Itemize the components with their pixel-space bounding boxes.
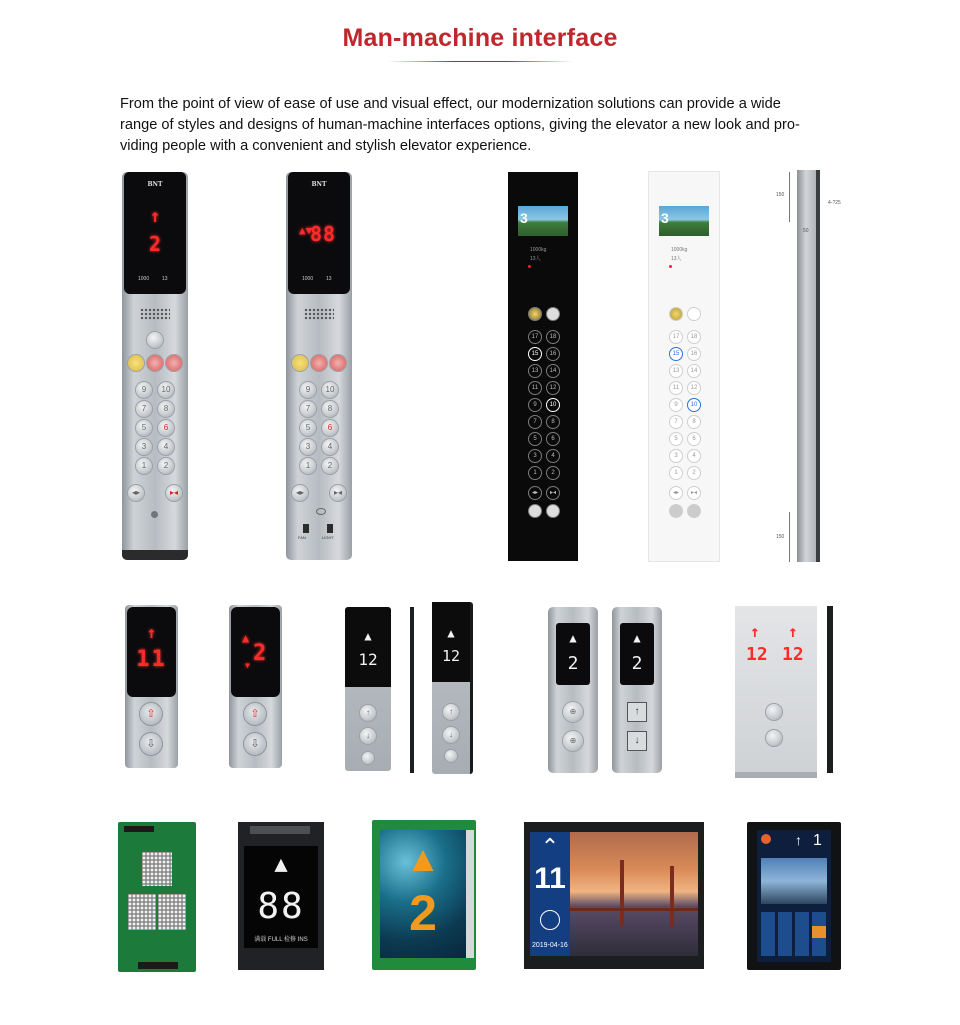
floor-button[interactable]: 15 bbox=[669, 347, 683, 361]
door-close-button[interactable]: ▸◂ bbox=[546, 486, 560, 500]
floor-indicator: 2 bbox=[567, 653, 579, 674]
widescreen-display bbox=[524, 822, 704, 969]
up-key-button[interactable] bbox=[528, 504, 542, 518]
floor-button[interactable]: 10 bbox=[546, 398, 560, 412]
direction-icon: ▼ bbox=[245, 661, 250, 670]
eye-icon bbox=[316, 508, 326, 515]
hall-panel-5 bbox=[548, 607, 598, 773]
floor-button[interactable]: 2 bbox=[158, 458, 174, 474]
connector-icon bbox=[138, 962, 178, 969]
direction-up-icon: ▲ bbox=[569, 631, 577, 645]
door-open-button[interactable]: ◂▸ bbox=[528, 486, 542, 500]
floor-button[interactable]: 18 bbox=[546, 330, 560, 344]
info-line: 1000kg bbox=[671, 247, 688, 253]
bezel-strip bbox=[466, 830, 474, 958]
dimension-label: 4-?25 bbox=[828, 200, 841, 206]
clock-icon bbox=[540, 910, 560, 930]
down-call-button[interactable] bbox=[766, 730, 782, 746]
floor-button[interactable]: 16 bbox=[687, 347, 701, 361]
highlighted-key[interactable] bbox=[812, 926, 826, 938]
direction-up-icon: ▲ bbox=[633, 631, 641, 645]
fan-switch-icon[interactable] bbox=[303, 524, 309, 533]
load-value: 1000 bbox=[138, 276, 150, 282]
hall-panel-1 bbox=[125, 605, 178, 768]
floor-button[interactable]: 5 bbox=[136, 420, 152, 436]
panel-edge bbox=[816, 170, 820, 562]
direction-up-icon: ▲ bbox=[447, 626, 455, 640]
floor-button[interactable]: 6 bbox=[322, 420, 338, 436]
intro-line: viding people with a convenient and stylish elevator experience. bbox=[120, 138, 532, 154]
hall-panel-7 bbox=[735, 606, 817, 778]
floor-button[interactable]: 5 bbox=[528, 432, 542, 446]
tft-screen bbox=[659, 206, 709, 236]
intro-line: From the point of view of ease of use and visual effect, our modernization solutions can provide a wide bbox=[120, 96, 781, 112]
persons-value: 13 bbox=[162, 276, 168, 282]
direction-up-icon: ▲ bbox=[405, 838, 441, 879]
floor-indicator: 2 bbox=[253, 641, 267, 666]
cop-panel-2 bbox=[286, 172, 352, 560]
led-matrix bbox=[128, 894, 156, 930]
down-call-button[interactable]: ⇩ bbox=[244, 733, 266, 755]
floor-button[interactable]: 17 bbox=[669, 330, 683, 344]
panel-side-profile bbox=[827, 606, 833, 773]
floor-indicator: 12 bbox=[358, 650, 378, 669]
floor-button[interactable]: 10 bbox=[158, 382, 174, 398]
call-button[interactable] bbox=[147, 332, 163, 348]
floor-button[interactable]: 12 bbox=[546, 381, 560, 395]
door-open-button[interactable]: ◂▸ bbox=[292, 485, 308, 501]
hall-display bbox=[556, 623, 590, 685]
floor-button[interactable]: 6 bbox=[546, 432, 560, 446]
floor-button[interactable]: 7 bbox=[300, 401, 316, 417]
floor-button[interactable]: 4 bbox=[322, 439, 338, 455]
date-text: 2019-04-16 bbox=[532, 942, 568, 949]
tft-screen bbox=[518, 206, 568, 236]
up-call-button[interactable]: ⇧ bbox=[244, 703, 266, 725]
floor-button[interactable]: 10 bbox=[322, 382, 338, 398]
floor-button[interactable]: 4 bbox=[158, 439, 174, 455]
key-switch-icon bbox=[445, 750, 457, 762]
persons-value: 13 bbox=[326, 276, 332, 282]
dimension-label: 50 bbox=[803, 228, 809, 234]
led-matrix bbox=[142, 852, 172, 886]
floor-indicator: 1 bbox=[813, 832, 822, 849]
dimension-line bbox=[789, 172, 790, 222]
cop-panel-1 bbox=[122, 172, 188, 560]
floor-button[interactable]: 14 bbox=[546, 364, 560, 378]
direction-icon: ▲▼ bbox=[299, 224, 313, 237]
door-open-button[interactable]: ◂▸ bbox=[128, 485, 144, 501]
floor-indicator: 88 bbox=[310, 222, 337, 246]
up-key-button[interactable] bbox=[669, 504, 683, 518]
hall-display bbox=[127, 607, 176, 697]
door-close-button[interactable]: ▸◂ bbox=[330, 485, 346, 501]
bridge-deck bbox=[570, 908, 698, 911]
logo-icon bbox=[761, 834, 771, 844]
load-value: 1000 bbox=[302, 276, 314, 282]
up-call-button[interactable]: ↑ bbox=[360, 705, 376, 721]
intro-line: range of styles and designs of human-machine interfaces options, giving the elevator a new look and pro- bbox=[120, 117, 800, 133]
floor-button[interactable]: 14 bbox=[687, 364, 701, 378]
down-call-button[interactable]: ↓ bbox=[360, 728, 376, 744]
speaker-grille bbox=[304, 308, 334, 320]
door-close-button[interactable]: ▸◂ bbox=[687, 486, 701, 500]
up-call-button[interactable]: ⇧ bbox=[140, 703, 162, 725]
phone-button[interactable] bbox=[311, 355, 327, 371]
floor-button[interactable]: 3 bbox=[528, 449, 542, 463]
floor-indicator: 3 bbox=[661, 210, 669, 226]
floor-button[interactable]: 7 bbox=[136, 401, 152, 417]
floor-button[interactable]: 8 bbox=[158, 401, 174, 417]
floor-button[interactable]: 17 bbox=[528, 330, 542, 344]
floor-button[interactable]: 13 bbox=[669, 364, 683, 378]
hall-display bbox=[432, 602, 470, 682]
floor-button[interactable]: 9 bbox=[669, 398, 683, 412]
floor-button[interactable]: 3 bbox=[136, 439, 152, 455]
cop-display bbox=[288, 172, 350, 294]
door-open-button[interactable]: ◂▸ bbox=[669, 486, 683, 500]
direction-up-icon: ↑ bbox=[149, 206, 161, 227]
down-key-button[interactable] bbox=[546, 504, 560, 518]
floor-button[interactable]: 2 bbox=[687, 466, 701, 480]
floor-button[interactable]: 1 bbox=[136, 458, 152, 474]
floor-button[interactable]: 8 bbox=[546, 415, 560, 429]
brand-logo: BNT bbox=[147, 181, 163, 188]
lcd-screen bbox=[244, 846, 318, 948]
direction-icon: ▲ bbox=[242, 631, 250, 645]
floor-indicator: 11 bbox=[136, 647, 167, 672]
alarm-button[interactable] bbox=[528, 307, 542, 321]
alarm-button[interactable] bbox=[292, 355, 308, 371]
cop-panel-3 bbox=[508, 172, 578, 561]
floor-button[interactable]: 5 bbox=[669, 432, 683, 446]
dimension-label: 150 bbox=[776, 192, 785, 198]
floor-button[interactable]: 11 bbox=[669, 381, 683, 395]
stop-button[interactable] bbox=[166, 355, 182, 371]
panel-base bbox=[122, 550, 188, 560]
direction-up-icon: ▲ bbox=[274, 852, 288, 877]
side-view-drawing bbox=[770, 168, 860, 568]
load-readout bbox=[302, 276, 313, 282]
status-led-icon bbox=[528, 265, 531, 268]
floor-button[interactable]: 7 bbox=[669, 415, 683, 429]
title-underline bbox=[388, 61, 573, 62]
up-call-button[interactable]: ↑ bbox=[443, 704, 459, 720]
floor-button[interactable]: 9 bbox=[136, 382, 152, 398]
status-text: 满载 FULL 检修 INS bbox=[254, 937, 308, 943]
floor-indicator: 12 bbox=[782, 644, 804, 665]
dimension-line bbox=[789, 512, 790, 562]
floor-indicator: 12 bbox=[441, 647, 461, 665]
load-readout bbox=[138, 276, 149, 282]
tft-screen bbox=[380, 830, 466, 958]
floor-button[interactable]: 9 bbox=[528, 398, 542, 412]
floor-button[interactable]: 9 bbox=[300, 382, 316, 398]
floor-button[interactable]: 8 bbox=[687, 415, 701, 429]
floor-button[interactable]: 6 bbox=[687, 432, 701, 446]
led-matrix bbox=[158, 894, 186, 930]
speaker-grille bbox=[140, 308, 170, 320]
persons-readout bbox=[162, 276, 168, 282]
stop-button[interactable] bbox=[330, 355, 346, 371]
down-call-button[interactable]: ↓ bbox=[443, 727, 459, 743]
floor-button[interactable]: 2 bbox=[546, 466, 560, 480]
up-call-button[interactable] bbox=[766, 704, 782, 720]
floor-indicator: 2 bbox=[409, 885, 437, 941]
up-call-button[interactable]: ↑ bbox=[627, 702, 647, 722]
floor-button[interactable]: 1 bbox=[300, 458, 316, 474]
floor-button[interactable]: 8 bbox=[322, 401, 338, 417]
floor-button[interactable]: 4 bbox=[546, 449, 560, 463]
floor-button[interactable]: 12 bbox=[687, 381, 701, 395]
info-line: 1000kg bbox=[530, 247, 547, 253]
down-call-button[interactable]: ⊕ bbox=[563, 731, 583, 751]
down-call-button[interactable]: ↓ bbox=[627, 731, 647, 751]
direction-up-icon: ↑ bbox=[795, 832, 802, 848]
direction-up-icon: ⌃ bbox=[540, 834, 560, 859]
direction-up-icon: ↑ bbox=[146, 623, 157, 642]
down-call-button[interactable]: ⇩ bbox=[140, 733, 162, 755]
floor-indicator: 3 bbox=[520, 210, 528, 226]
floor-button[interactable]: 4 bbox=[687, 449, 701, 463]
floor-button[interactable]: 15 bbox=[528, 347, 542, 361]
connector-icon bbox=[250, 826, 310, 834]
direction-up-icon: ↑ bbox=[788, 622, 798, 641]
floor-button[interactable]: 18 bbox=[687, 330, 701, 344]
hall-display bbox=[231, 607, 280, 697]
fan-label: FAN bbox=[298, 535, 306, 540]
floor-button[interactable]: 11 bbox=[528, 381, 542, 395]
brand-logo: BNT bbox=[311, 181, 327, 188]
floor-button[interactable]: 7 bbox=[528, 415, 542, 429]
alarm-button[interactable] bbox=[669, 307, 683, 321]
page-title: Man-machine interface bbox=[342, 24, 618, 52]
call-button[interactable] bbox=[687, 307, 701, 321]
tft-display-board bbox=[372, 820, 476, 970]
bridge-tower-icon bbox=[620, 860, 624, 926]
tft-screen bbox=[757, 830, 831, 962]
call-button[interactable] bbox=[546, 307, 560, 321]
dot-matrix-board bbox=[118, 822, 196, 972]
floor-button[interactable]: 5 bbox=[300, 420, 316, 436]
cop-display bbox=[124, 172, 186, 294]
hall-panel-6 bbox=[612, 607, 662, 773]
light-label: LIGHT bbox=[322, 535, 334, 540]
floor-indicator: 2 bbox=[148, 232, 162, 256]
door-close-button[interactable]: ▸◂ bbox=[166, 485, 182, 501]
intro-paragraph bbox=[120, 94, 845, 157]
light-switch-icon[interactable] bbox=[327, 524, 333, 533]
cop-panel-4 bbox=[649, 172, 719, 561]
floor-button[interactable]: 3 bbox=[300, 439, 316, 455]
hall-panel-3 bbox=[345, 607, 391, 771]
info-line: 13人 bbox=[671, 256, 682, 262]
up-call-button[interactable]: ⊕ bbox=[563, 702, 583, 722]
panel-side-profile bbox=[410, 607, 414, 773]
persons-readout bbox=[326, 276, 332, 282]
down-key-button[interactable] bbox=[687, 504, 701, 518]
segment-display-board bbox=[238, 822, 324, 970]
tft-screen bbox=[530, 832, 698, 956]
key-switch-icon bbox=[151, 511, 158, 518]
floor-button[interactable]: 1 bbox=[528, 466, 542, 480]
key-switch-icon bbox=[362, 752, 374, 764]
hall-display bbox=[345, 607, 391, 687]
floor-button[interactable]: 6 bbox=[158, 420, 174, 436]
floor-button[interactable]: 13 bbox=[528, 364, 542, 378]
city-image bbox=[761, 858, 827, 904]
floor-button[interactable]: 1 bbox=[669, 466, 683, 480]
floor-button[interactable]: 2 bbox=[322, 458, 338, 474]
direction-up-icon: ↑ bbox=[750, 622, 760, 641]
floor-indicator: 88 bbox=[257, 886, 305, 927]
info-line: 13人 bbox=[530, 256, 541, 262]
hall-panel-2 bbox=[229, 605, 282, 768]
floor-indicator: 12 bbox=[746, 644, 768, 665]
status-led-icon bbox=[669, 265, 672, 268]
floor-indicator: 11 bbox=[534, 862, 566, 895]
dimension-label: 150 bbox=[776, 534, 785, 540]
hall-panel-4 bbox=[432, 602, 473, 774]
floor-button[interactable]: 3 bbox=[669, 449, 683, 463]
bridge-tower-icon bbox=[670, 866, 674, 926]
alarm-button[interactable] bbox=[128, 355, 144, 371]
floor-indicator: 2 bbox=[631, 653, 643, 674]
phone-button[interactable] bbox=[147, 355, 163, 371]
floor-button[interactable]: 10 bbox=[687, 398, 701, 412]
portrait-display bbox=[747, 822, 841, 970]
hall-display bbox=[620, 623, 654, 685]
floor-button[interactable]: 16 bbox=[546, 347, 560, 361]
connector-icon bbox=[124, 826, 154, 832]
direction-up-icon: ▲ bbox=[364, 629, 372, 643]
